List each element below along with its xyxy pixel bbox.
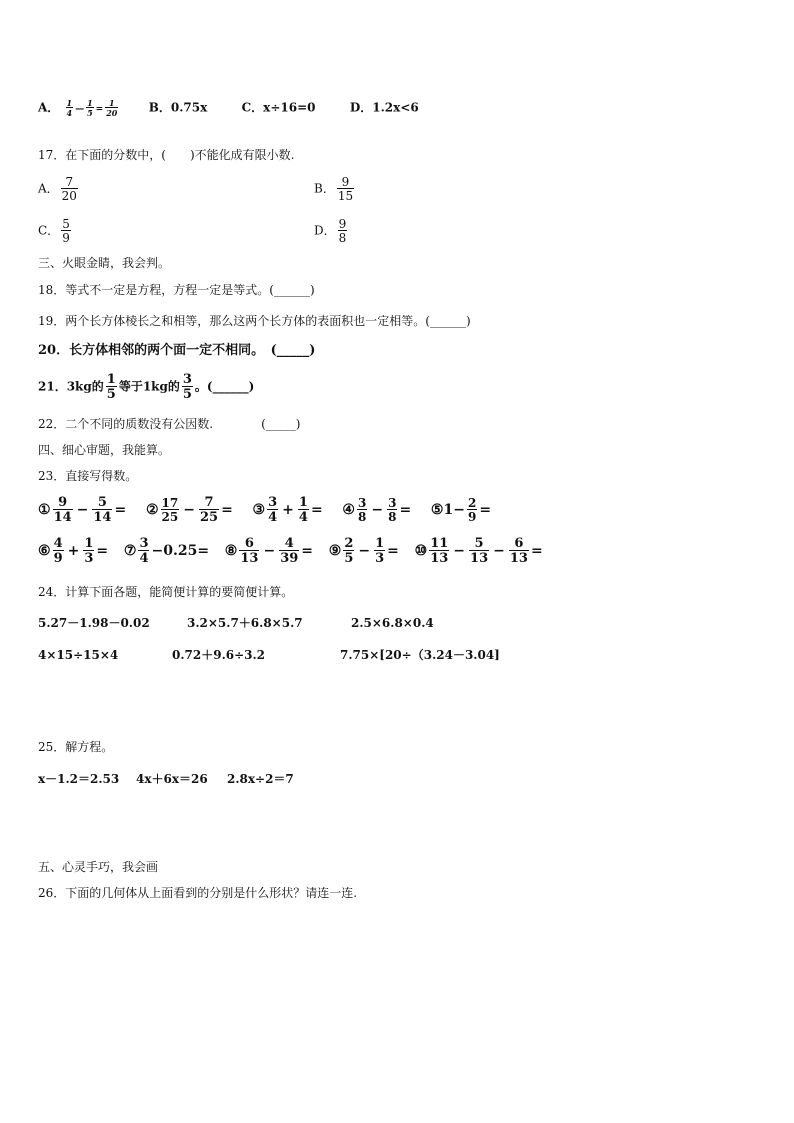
q17-option-b: B． $\frac{9}{15}$ — [314, 175, 354, 203]
q23-row-1 — [38, 496, 491, 524]
q16-option-b: B．0.75x — [148, 100, 208, 115]
q17-stem: 17．在下面的分数中，( )不能化成有限小数. — [38, 148, 295, 162]
q24-r1c3: 2.5×6.8×0.4 — [351, 616, 434, 630]
q16-a-fraction-2: $\frac{1}{5}$ — [87, 98, 93, 118]
q24-r2c2: 0.72＋9.6÷3.2 — [172, 648, 266, 662]
q22: 22．二个不同的质数没有公因数. (_____) — [38, 417, 301, 431]
q24-r1c2: 3.2×5.7＋6.8×5.7 — [187, 616, 303, 630]
q18: 18．等式不一定是方程，方程一定是等式。(______) — [38, 283, 315, 297]
q23-problem-5: ⑤1− $\frac{2}{9}$ = — [430, 496, 492, 524]
q17-option-a: A． $\frac{7}{20}$ — [38, 175, 77, 203]
q25-equation-3: 2.8x÷2＝7 — [227, 772, 294, 786]
q16-option-c: C．x÷16=0 — [241, 100, 316, 115]
q23-problem-8: ⑧ $\frac{6}{13}$ − $\frac{4}{39}$ = — [224, 536, 314, 566]
q23-problem-2: ② $\frac{17}{25}$ − $\frac{7}{25}$ = — [145, 495, 233, 525]
q23-problem-3: ③ $\frac{3}{4}$ + $\frac{1}{4}$ = — [252, 495, 323, 525]
section-4-heading: 四、细心审题，我能算。 — [38, 443, 171, 457]
q20: 20．长方体相邻的两个面一定不相同。 (_____) — [38, 343, 316, 358]
section-3-heading: 三、火眼金睛，我会判。 — [38, 256, 171, 270]
q23-problem-4: ④ $\frac{3}{8}$ − $\frac{3}{8}$ = — [342, 496, 412, 524]
q24-r2c1: 4×15÷15×4 — [38, 648, 119, 662]
q23-problem-1: ① $\frac{9}{14}$ − $\frac{5}{14}$ = — [38, 495, 127, 525]
q25-equation-2: 4x＋6x＝26 — [136, 772, 208, 786]
q26: 26．下面的几何体从上面看到的分别是什么形状？请连一连. — [38, 886, 358, 900]
q25-equation-1: x－1.2＝2.53 — [38, 772, 120, 786]
q23-problem-9: ⑨ $\frac{2}{5}$ − $\frac{1}{3}$ = — [328, 536, 399, 566]
q24-r1c1: 5.27－1.98－0.02 — [38, 616, 150, 630]
section-5-heading: 五、心灵手巧，我会画 — [38, 860, 159, 874]
q23-problem-10: ⑩ $\frac{11}{13}$ − $\frac{5}{13}$ − $\frac{6}{13}$ = — [414, 536, 543, 566]
q24-stem: 24．计算下面各题，能简便计算的要简便计算。 — [38, 585, 294, 599]
q25-stem: 25．解方程。 — [38, 740, 114, 754]
q21: 21．3kg的 $\frac{1}{5}$ 等于1kg的 $\frac{3}{5}$ 。(______) — [38, 372, 255, 402]
q16-option-d: D．1.2x<6 — [349, 100, 419, 115]
q16-a-fraction-1: $\frac{1}{4}$ — [66, 98, 73, 118]
q16-options: A． $\frac{1}{4}$ — $\frac{1}{5}$ = $\frac{1}{20}$ B．0.75x C．x÷16=0 D．1.2x<6 — [38, 98, 419, 118]
q19: 19．两个长方体棱长之和相等，那么这两个长方体的表面积也一定相等。(______) — [38, 314, 471, 328]
q16-option-a-label: A． — [38, 100, 60, 115]
q24-r2c3: 7.75×[20÷（3.24－3.04] — [340, 648, 500, 662]
q17-option-c: C． $\frac{5}{9}$ — [38, 217, 70, 245]
q23-problem-6: ⑥ $\frac{4}{9}$ + $\frac{1}{3}$ = — [38, 536, 109, 566]
q17-option-d: D． $\frac{9}{8}$ — [314, 217, 347, 245]
q23-row-2 — [38, 537, 543, 565]
q23-problem-7: ⑦ $\frac{3}{4}$ −0.25= — [123, 536, 210, 566]
q16-a-fraction-3: $\frac{1}{20}$ — [106, 98, 118, 118]
q23-stem: 23．直接写得数。 — [38, 469, 138, 483]
